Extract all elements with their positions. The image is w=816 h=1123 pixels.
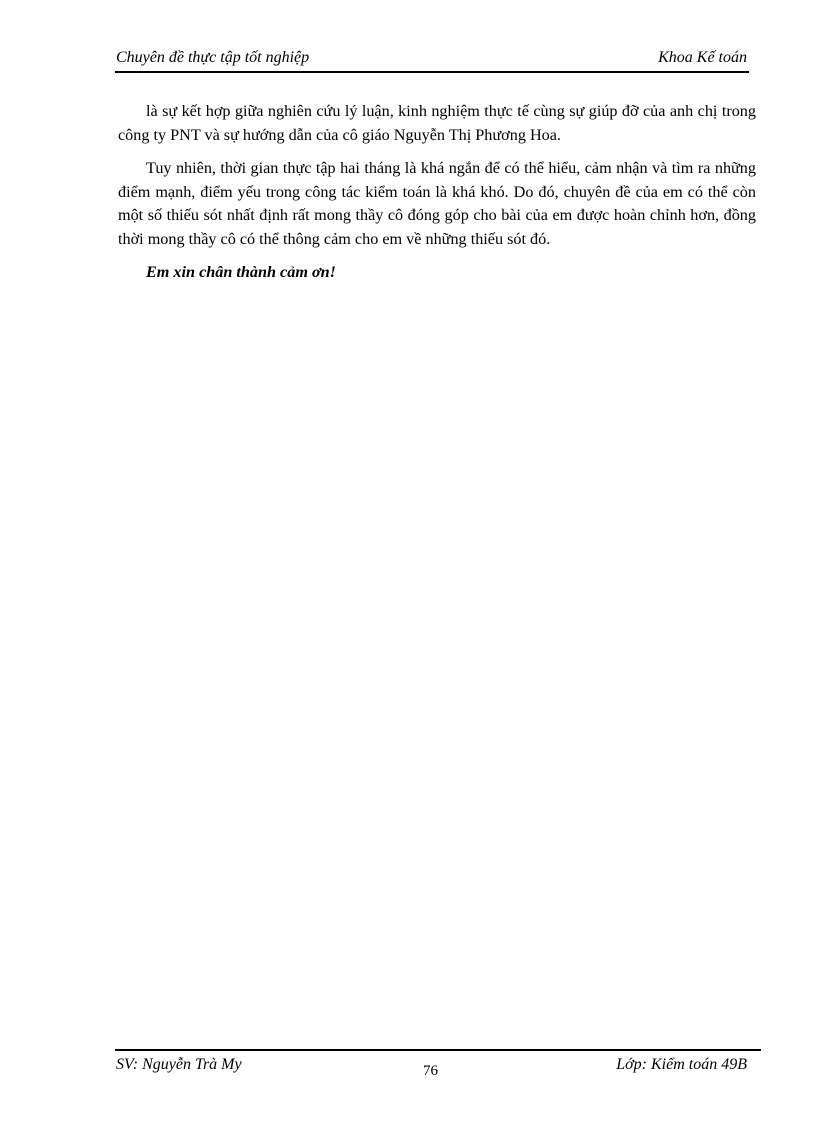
header-title: Chuyên đề thực tập tốt nghiệp — [116, 49, 310, 66]
body-content — [118, 100, 756, 295]
footer-class: Lớp: Kiểm toán 49B — [616, 1056, 747, 1073]
page-footer — [115, 1054, 749, 1084]
header-department: Khoa Kế toán — [658, 49, 747, 66]
paragraph-2: Tuy nhiên, thời gian thực tập hai tháng là khá ngắn để có thể hiểu, cảm nhận và tìm ra những điểm mạnh, điểm yếu trong công tác kiểm toán là khá khó. Do đó, chuyên đề của em có thể còn một số thiếu sót nhất định rất mong thầy cô đóng góp cho bài của em được hoàn chỉnh hơn, đồng thời mong thầy cô có thể thông cảm cho em về những thiếu sót đó. — [118, 159, 756, 248]
paragraph-1: là sự kết hợp giữa nghiên cứu lý luận, kinh nghiệm thực tế cùng sự giúp đỡ của anh chị trong công ty PNT và sự hướng dẫn của cô giáo Nguyễn Thị Phương Hoa. — [118, 102, 756, 144]
footer-divider — [115, 1049, 761, 1051]
footer-student: SV: Nguyễn Trà My — [116, 1056, 242, 1073]
closing-line: Em xin chân thành cảm ơn! — [146, 263, 336, 281]
page-number: 76 — [423, 1063, 438, 1079]
page-header — [115, 47, 749, 73]
